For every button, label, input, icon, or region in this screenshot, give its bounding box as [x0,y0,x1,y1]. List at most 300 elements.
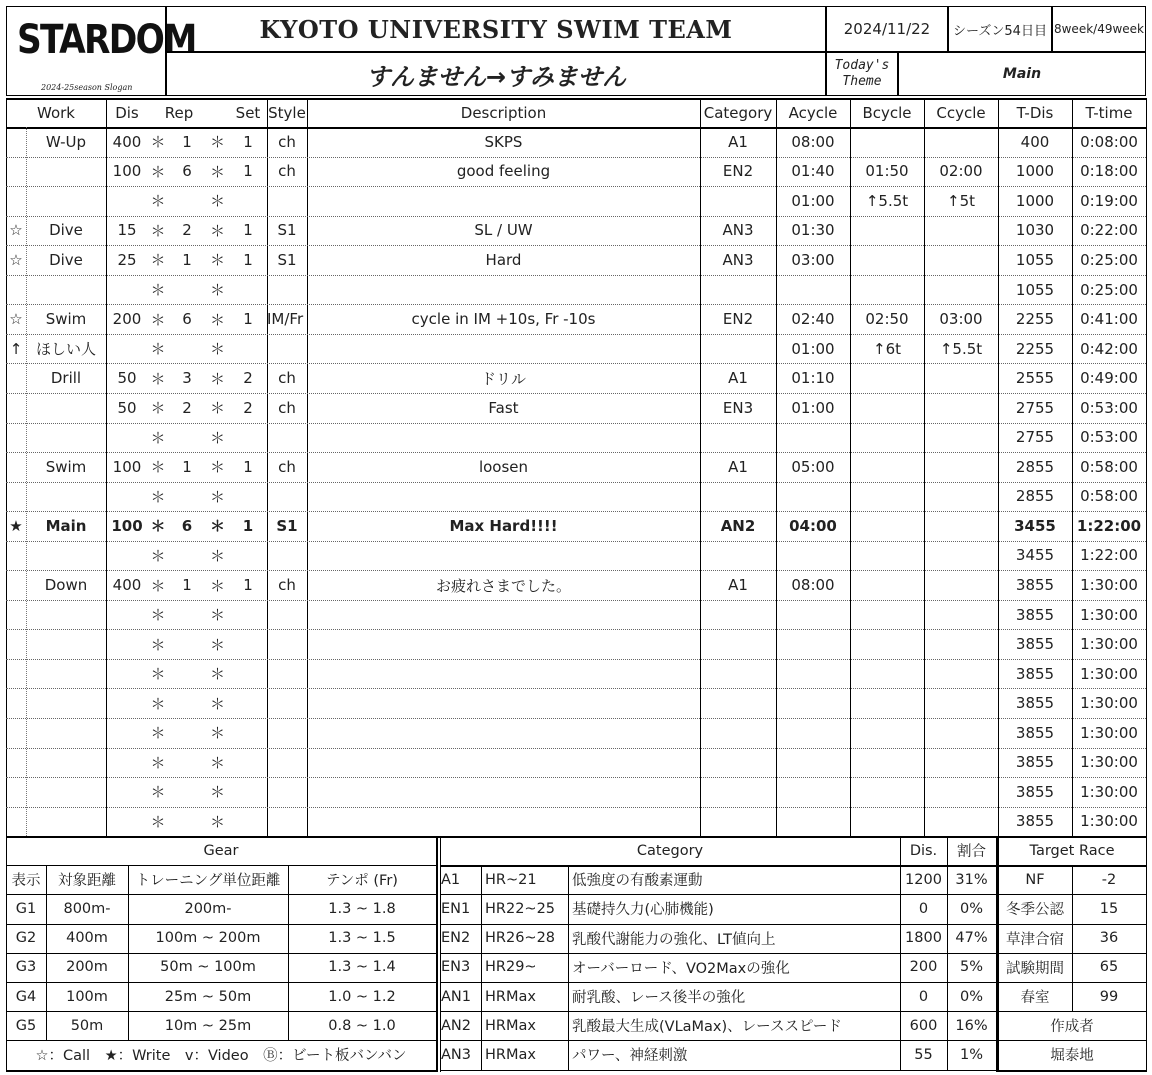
multiply-sign: ＊ [209,162,225,181]
a-cycle [776,718,850,748]
stroke-style [267,777,307,807]
multiply-sign: ＊ [209,724,225,743]
race-cell: 冬季公認 [1006,902,1064,919]
gear-cell: G1 [15,900,37,917]
gear-cell: 50m [70,1017,104,1034]
category-cell: A1 [441,871,461,888]
sets [229,600,267,630]
b-cycle [850,777,924,807]
stroke-style [267,423,307,453]
stroke-style [267,629,307,659]
column-header-description: Description [460,104,547,122]
total-distance: 400 [1020,132,1050,151]
category [700,334,776,364]
gear-header: 対象距離 [58,873,116,890]
total-distance: 1000 [1015,162,1055,181]
a-cycle [776,423,850,453]
distance [106,600,148,630]
column-header-category: Category [703,104,773,122]
race-cell: -2 [1101,871,1117,888]
a-cycle: 05:00 [791,457,835,476]
distance: 25 [117,250,137,269]
total-time: 1:22:00 [1076,516,1142,535]
multiply-sign: ＊ [209,694,225,713]
a-cycle [776,659,850,689]
row-marker [6,718,26,748]
category: A1 [728,576,748,595]
column-header-rep: Rep [164,104,194,122]
total-time: 0:22:00 [1080,221,1138,240]
stroke-style [267,807,307,837]
work-type: Main [45,516,87,535]
work-type [26,688,106,718]
total-distance: 2555 [1015,369,1055,388]
c-cycle [924,629,998,659]
total-distance: 3855 [1015,782,1055,801]
race-right [1146,836,1147,1072]
race-cell: 試験期間 [1006,960,1064,977]
description: お疲れさまでした。 [435,576,571,595]
category-cell: 0% [959,900,983,917]
total-time: 1:22:00 [1080,546,1138,565]
multiply-sign: ＊ [209,487,225,506]
category: A1 [728,132,748,151]
multiply-sign: ＊ [150,812,166,831]
c-cycle [924,570,998,600]
stroke-style [267,748,307,778]
b-cycle [850,452,924,482]
stroke-style: ch [278,132,296,151]
category-cell: 1800 [905,930,942,947]
c-cycle: 02:00 [939,162,983,181]
category-cell: オーバーロード、VO2Maxの強化 [572,960,790,977]
a-cycle: 01:00 [791,191,835,210]
b-cycle [850,570,924,600]
b-cycle [850,216,924,246]
a-cycle: 03:00 [791,250,835,269]
c-cycle [924,216,998,246]
repetitions [168,482,206,512]
category-cell: HRMax [485,1017,536,1034]
repetitions [168,629,206,659]
stroke-style: ch [278,162,296,181]
total-time: 1:30:00 [1080,753,1138,772]
a-cycle: 01:40 [791,162,835,181]
row-marker [6,127,26,157]
multiply-sign: ＊ [209,133,225,152]
gear-cell: 100m ~ 200m [155,930,261,947]
repetitions: 2 [182,398,192,417]
distance: 50 [117,369,137,388]
category-cell: EN3 [441,959,471,976]
repetitions [168,807,206,837]
stroke-style [267,482,307,512]
distance: 50 [117,398,137,417]
b-cycle [850,245,924,275]
work-type [26,659,106,689]
b-cycle [850,748,924,778]
category-cell: AN1 [441,988,471,1005]
repetitions: 6 [182,310,192,329]
stroke-style: S1 [276,516,298,535]
total-distance: 3855 [1015,723,1055,742]
description [307,777,700,807]
category [700,186,776,216]
category: AN3 [722,250,754,269]
row-marker [6,482,26,512]
gear-cell: 1.3 ~ 1.8 [328,900,396,917]
sets [229,423,267,453]
c-cycle [924,748,998,778]
stroke-style: ch [278,398,296,417]
multiply-sign: ＊ [150,310,166,329]
row-marker [6,275,26,305]
category [700,777,776,807]
distance [106,748,148,778]
week-counter: 8week/49week [1052,6,1146,52]
practice-date: 2024/11/22 [826,6,948,52]
work-type [26,186,106,216]
description [307,629,700,659]
distance [106,423,148,453]
category-cell: HRMax [485,1046,536,1063]
description [307,600,700,630]
stroke-style [267,659,307,689]
work-type: Swim [45,457,87,476]
work-type [26,718,106,748]
theme-value: Main [898,52,1146,96]
description [307,748,700,778]
slogan-label: 2024-25season Slogan [41,83,133,92]
a-cycle: 08:00 [791,132,835,151]
category-cell: AN3 [441,1046,471,1063]
row-marker [6,807,26,837]
work-type [26,157,106,187]
a-cycle [776,777,850,807]
repetitions: 1 [182,576,192,595]
description: SKPS [484,132,523,151]
gear-header: 表示 [11,873,41,890]
category-cell: 31% [955,871,988,888]
multiply-sign: ＊ [150,428,166,447]
c-cycle [924,363,998,393]
repetitions [168,748,206,778]
total-time: 1:30:00 [1080,576,1138,595]
repetitions: 6 [182,162,192,181]
multiply-sign: ＊ [150,340,166,359]
description: SL / UW [474,221,533,240]
total-time: 0:08:00 [1080,132,1138,151]
gear-cell: 800m- [63,900,111,917]
row-marker [6,393,26,423]
column-header-bcycle: Bcycle [862,104,912,122]
multiply-sign: ＊ [209,606,225,625]
gear-cell: 25m ~ 50m [164,988,252,1005]
work-type: Dive [49,221,83,240]
category-cell: 1200 [905,871,942,888]
row-marker: ☆ [9,250,23,269]
multiply-sign: ＊ [209,812,225,831]
category [700,748,776,778]
total-time: 1:30:00 [1080,812,1138,831]
c-cycle [924,452,998,482]
b-cycle [850,393,924,423]
stroke-style [267,186,307,216]
category-cell: 600 [909,1017,938,1034]
c-cycle [924,807,998,837]
distance [106,334,148,364]
distance [106,541,148,571]
work-type [26,600,106,630]
total-distance: 2855 [1015,457,1055,476]
distance: 400 [112,132,142,151]
total-time: 1:30:00 [1080,694,1138,713]
gear-cell: 400m [66,930,108,947]
distance: 200 [112,310,142,329]
category-cell: 0 [918,988,929,1005]
description: ドリル [480,369,526,388]
stroke-style: S1 [277,250,297,269]
gear-cell: 50m ~ 100m [160,959,256,976]
gear-cell: 0.8 ~ 1.0 [328,1017,396,1034]
multiply-sign: ＊ [209,428,225,447]
a-cycle: 08:00 [791,576,835,595]
multiply-sign: ＊ [150,487,166,506]
category-cell: 5% [959,959,983,976]
total-distance: 3855 [1015,605,1055,624]
multiply-sign: ＊ [150,399,166,418]
category-cell: 55 [914,1046,933,1063]
sets: 1 [243,250,253,269]
multiply-sign: ＊ [209,576,225,595]
c-cycle [924,393,998,423]
b-cycle [850,718,924,748]
sets [229,718,267,748]
category-row-line [440,1070,996,1071]
category [700,688,776,718]
sets [229,186,267,216]
race-cell: 15 [1099,900,1119,917]
row-marker [6,363,26,393]
author-label: 作成者 [1050,1019,1094,1036]
total-distance: 3455 [1015,546,1055,565]
work-type: Drill [50,369,82,388]
total-time: 1:30:00 [1080,664,1138,683]
multiply-sign: ＊ [209,369,225,388]
description: Fast [488,398,519,417]
total-distance: 1000 [1015,191,1055,210]
sets: 1 [243,132,253,151]
row-marker [6,423,26,453]
multiply-sign: ＊ [150,576,166,595]
repetitions [168,777,206,807]
slogan: すんません→すみません [166,52,826,96]
b-cycle [850,275,924,305]
row-marker [6,777,26,807]
gear-right [436,836,438,1072]
distance [106,718,148,748]
work-type: Dive [49,250,83,269]
b-cycle [850,807,924,837]
distance [106,275,148,305]
total-time: 0:53:00 [1080,398,1138,417]
multiply-sign: ＊ [209,665,225,684]
total-time: 1:30:00 [1080,782,1138,801]
total-time: 0:49:00 [1080,369,1138,388]
column-header-t-time: T-time [1085,104,1133,122]
sets [229,629,267,659]
race-cell: 99 [1099,988,1119,1005]
a-cycle: 01:30 [791,221,835,240]
a-cycle [776,482,850,512]
sets: 1 [243,457,253,476]
b-cycle [850,600,924,630]
sets: 1 [243,310,253,329]
sets [229,777,267,807]
stroke-style [267,275,307,305]
b-cycle [850,423,924,453]
sets [229,482,267,512]
gear-cell: 10m ~ 25m [164,1017,252,1034]
a-cycle [776,748,850,778]
work-type [26,748,106,778]
category-cell: 0% [959,988,983,1005]
work-type: ほしい人 [35,340,96,359]
work-type [26,393,106,423]
category-cell: EN2 [441,930,471,947]
multiply-sign: ＊ [209,635,225,654]
gear-cell: G3 [15,959,37,976]
gear-cell: 200m- [184,900,232,917]
multiply-sign: ＊ [150,162,166,181]
multiply-sign: ＊ [209,340,225,359]
distance [106,807,148,837]
row-marker [6,600,26,630]
theme-label-line1: Today's [834,58,890,73]
category: A1 [728,457,748,476]
multiply-sign: ＊ [150,458,166,477]
description [307,807,700,837]
category-cell: 0 [918,900,929,917]
logo-text: STARDOM [17,17,196,63]
category-cell: パワー、神経刺激 [572,1048,688,1065]
repetitions [168,186,206,216]
sets: 1 [243,162,253,181]
distance [106,482,148,512]
row-marker [6,629,26,659]
theme-label [826,52,898,96]
description: Max Hard!!!! [449,516,558,535]
gear-cell: G2 [15,930,37,947]
sets [229,275,267,305]
multiply-sign: ＊ [209,517,225,536]
work-type: Down [44,576,88,595]
a-cycle [776,600,850,630]
multiply-sign: ＊ [150,665,166,684]
total-time: 0:25:00 [1080,280,1138,299]
c-cycle [924,541,998,571]
multiply-sign: ＊ [150,369,166,388]
multiply-sign: ＊ [209,399,225,418]
gear-cell: 200m [66,959,108,976]
multiply-sign: ＊ [150,133,166,152]
multiply-sign: ＊ [150,783,166,802]
category-dis-label: Dis. [909,842,938,859]
multiply-sign: ＊ [150,251,166,270]
total-distance: 3855 [1015,576,1055,595]
repetitions [168,541,206,571]
race-title: Target Race [1029,842,1115,859]
column-header-dis: Dis [115,104,139,122]
distance: 15 [117,221,137,240]
category: A1 [728,369,748,388]
total-time: 1:30:00 [1080,635,1138,654]
gear-header: テンポ (Fr) [326,873,398,890]
c-cycle [924,600,998,630]
stroke-style: ch [278,369,296,388]
description [307,659,700,689]
sets [229,688,267,718]
category [700,482,776,512]
b-cycle: 01:50 [865,162,909,181]
multiply-sign: ＊ [209,192,225,211]
gear-cell: 1.0 ~ 1.2 [328,988,396,1005]
total-distance: 2755 [1015,428,1055,447]
repetitions: 1 [182,457,192,476]
category [700,423,776,453]
stroke-style [267,600,307,630]
category-cell: HR26~28 [485,930,556,947]
category-cell: 低強度の有酸素運動 [572,873,703,890]
gear-legend: ☆：Call ★：Write v：Video Ⓑ：ビート板バンバン [35,1048,407,1065]
c-cycle [924,127,998,157]
race-cell: NF [1025,871,1045,888]
total-distance: 1055 [1015,250,1055,269]
multiply-sign: ＊ [209,753,225,772]
multiply-sign: ＊ [209,221,225,240]
distance: 100 [112,162,142,181]
sets [229,334,267,364]
multiply-sign: ＊ [150,753,166,772]
total-distance: 3855 [1015,812,1055,831]
description [307,718,700,748]
multiply-sign: ＊ [150,694,166,713]
c-cycle: 03:00 [939,310,983,329]
total-time: 0:53:00 [1080,428,1138,447]
repetitions [168,275,206,305]
distance [106,659,148,689]
gear-cell: 100m [66,988,108,1005]
category [700,600,776,630]
gear-title: Gear [203,842,239,859]
a-cycle: 04:00 [789,516,837,535]
description [307,423,700,453]
distance [106,629,148,659]
stroke-style [267,718,307,748]
total-distance: 3455 [1014,516,1056,535]
sets [229,659,267,689]
repetitions: 1 [182,132,192,151]
column-header-work: Work [37,104,75,122]
total-time: 0:25:00 [1080,250,1138,269]
work-type: W-Up [45,132,87,151]
total-time: 1:30:00 [1080,605,1138,624]
work-type [26,629,106,659]
b-cycle: ↑5.5t [865,191,909,210]
c-cycle [924,688,998,718]
distance [106,688,148,718]
total-time: 0:19:00 [1080,191,1138,210]
